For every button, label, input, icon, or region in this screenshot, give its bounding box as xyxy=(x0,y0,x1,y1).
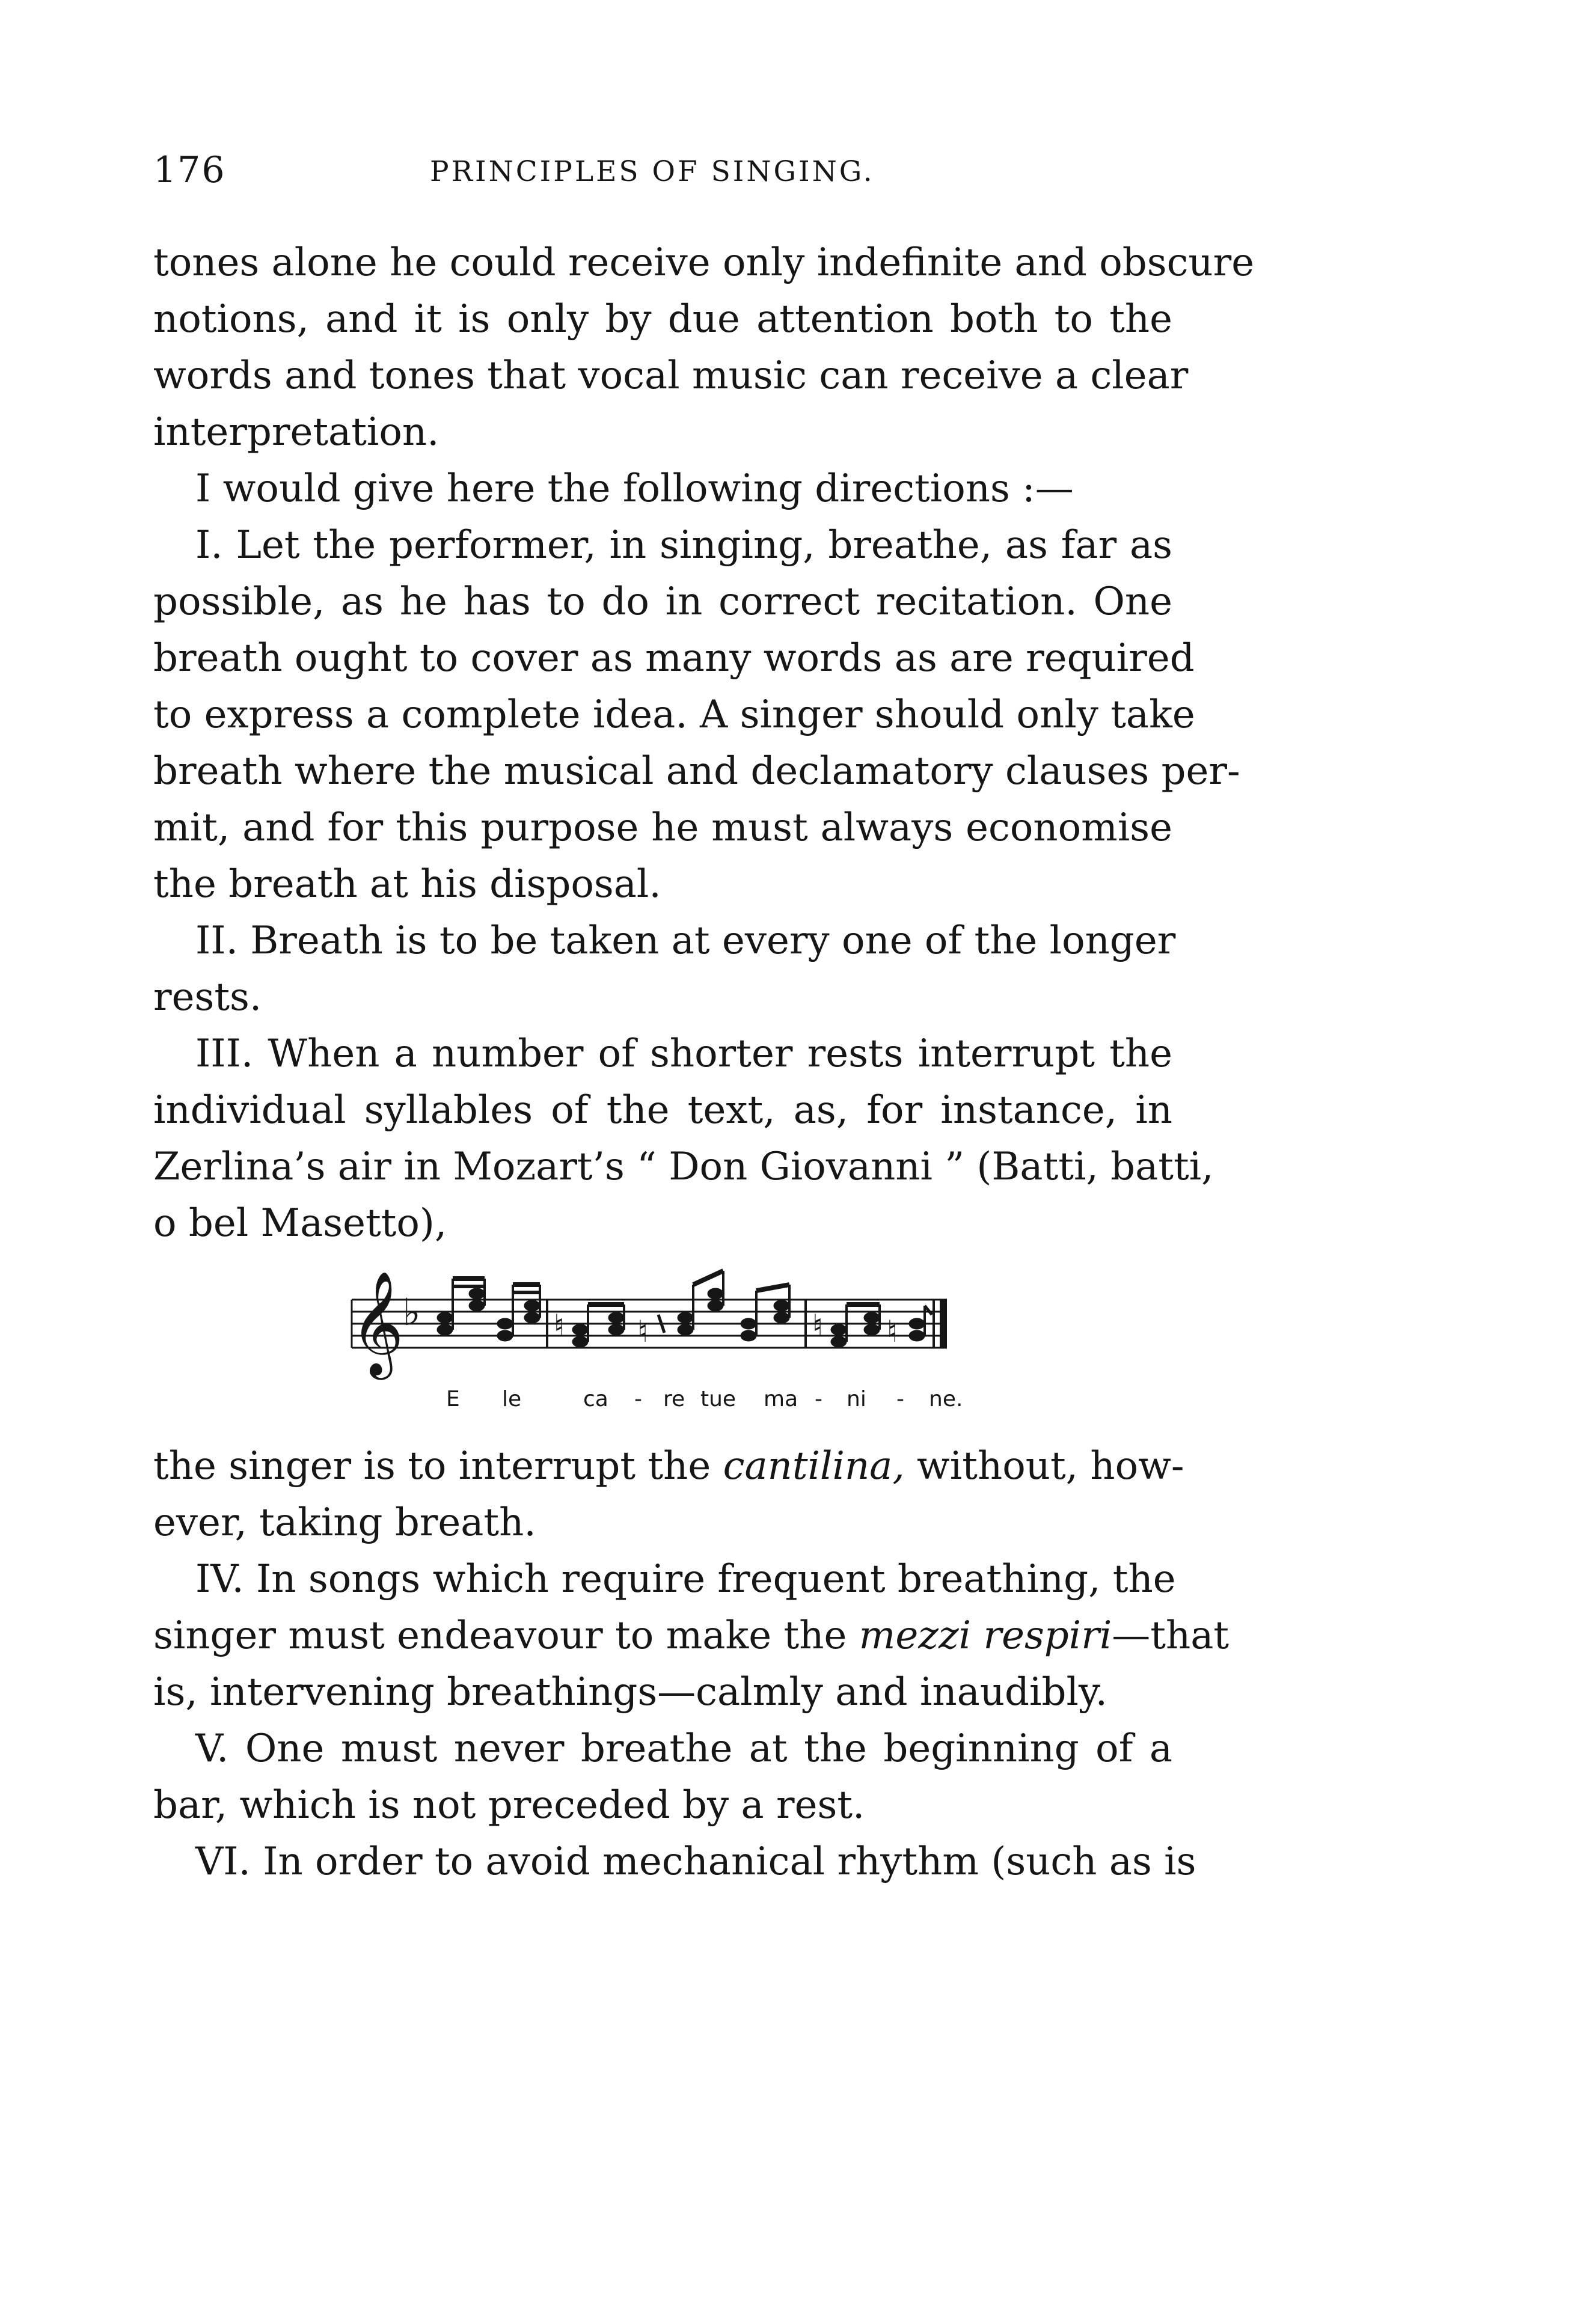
text-line: is, intervening breathings—calmly and inaudibly. xyxy=(153,1670,1107,1714)
text-line: VI. In order to avoid mechanical rhythm (such as is xyxy=(195,1839,1196,1884)
italic-term: cantilina, xyxy=(723,1444,905,1488)
natural-icon: ♮ xyxy=(887,1314,898,1349)
natural-icon: ♮ xyxy=(554,1308,565,1343)
lyric-syllable: re xyxy=(663,1387,685,1411)
text-line: V. One must never breathe at the beginning of a xyxy=(195,1726,1172,1771)
running-head: PRINCIPLES OF SINGING. xyxy=(430,155,875,188)
paragraph-2 xyxy=(153,460,1172,517)
text-run: singer must endeavour to make the xyxy=(153,1613,859,1658)
text-line: individual syllables of the text, as, for instance, in xyxy=(153,1088,1172,1133)
text-line: the breath at his disposal. xyxy=(153,862,661,907)
text-line: possible, as he has to do in correct recitation. One xyxy=(153,579,1172,624)
paragraph-7 xyxy=(153,1551,1230,1720)
text-run: the singer is to interrupt the xyxy=(153,1444,723,1488)
lyric-syllable: E xyxy=(446,1387,460,1411)
text-line: II. Breath is to be taken at every one of the longer xyxy=(195,919,1176,963)
paragraph-1 xyxy=(153,234,1255,460)
text-line: tones alone he could receive only indefinite and obscure xyxy=(153,240,1255,285)
text-line: notions, and it is only by due attention both to the xyxy=(153,297,1172,341)
text-line: I would give here the following directions :— xyxy=(195,466,1074,511)
paragraph-5 xyxy=(153,1026,1214,1252)
treble-clef-icon: 𝄞 xyxy=(351,1271,404,1375)
text-line: breath ought to cover as many words as are required xyxy=(153,636,1195,680)
paragraph-9 xyxy=(153,1833,1196,1890)
natural-icon: ♮ xyxy=(637,1314,648,1349)
text-line: o bel Masetto), xyxy=(153,1201,447,1246)
text-line: I. Let the performer, in singing, breathe, as far as xyxy=(195,523,1172,567)
text-line: IV. In songs which require frequent breathing, the xyxy=(195,1557,1176,1601)
flat-icon: ♭ xyxy=(403,1290,421,1334)
lyric-syllable: ne. xyxy=(929,1387,963,1411)
text-run: —that xyxy=(1112,1613,1230,1658)
text-line: words and tones that vocal music can receive a clear xyxy=(153,353,1189,398)
text-line: mit, and for this purpose he must always economise xyxy=(153,806,1172,850)
paragraph-6 xyxy=(153,1438,1184,1551)
page-number: 176 xyxy=(153,149,226,191)
music-lyrics xyxy=(153,1387,1172,1423)
lyric-syllable: ni xyxy=(847,1387,866,1411)
text-line: ever, taking breath. xyxy=(153,1500,536,1545)
text-line xyxy=(153,1607,1230,1664)
lyric-syllable: ma xyxy=(764,1387,798,1411)
lyric-syllable: - xyxy=(634,1387,642,1411)
text-line: to express a complete idea. A singer should only take xyxy=(153,693,1195,737)
body-text xyxy=(153,234,1255,1890)
text-line: rests. xyxy=(153,975,262,1020)
text-line: Zerlina’s air in Mozart’s “ Don Giovanni ” (Batti, batti, xyxy=(153,1145,1214,1189)
paragraph-3 xyxy=(153,517,1240,913)
text-line: bar, which is not preceded by a rest. xyxy=(153,1783,865,1827)
text-line xyxy=(153,1438,1184,1494)
lyric-syllable: le xyxy=(502,1387,522,1411)
text-run: without, how- xyxy=(904,1444,1184,1488)
paragraph-4 xyxy=(153,913,1176,1026)
page-header xyxy=(153,149,1172,203)
text-line: III. When a number of shorter rests interrupt the xyxy=(195,1032,1172,1076)
natural-icon: ♮ xyxy=(812,1308,823,1343)
text-line: breath where the musical and declamatory clauses per- xyxy=(153,749,1240,794)
lyric-syllable: ca xyxy=(583,1387,608,1411)
paragraph-8 xyxy=(153,1720,1172,1833)
lyric-syllable: - xyxy=(815,1387,822,1411)
italic-term: mezzi respiri xyxy=(859,1613,1112,1658)
lyric-syllable: - xyxy=(896,1387,904,1411)
musical-staff xyxy=(340,1258,953,1390)
music-example xyxy=(153,1258,1172,1438)
text-line: interpretation. xyxy=(153,410,439,454)
lyric-syllable: tue xyxy=(700,1387,737,1411)
